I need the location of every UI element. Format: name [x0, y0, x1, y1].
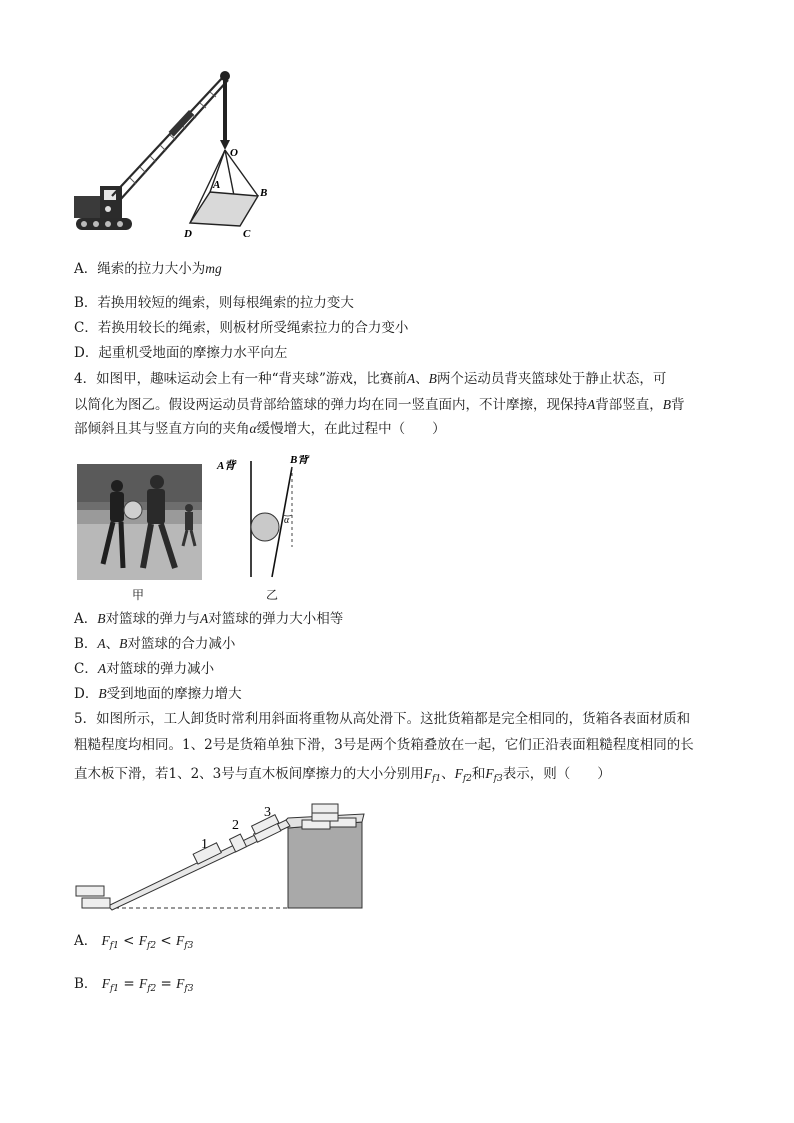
- option-text: 对篮球的弹力与: [105, 611, 200, 627]
- force-symbol: F: [138, 933, 148, 948]
- option-label: D．: [74, 686, 99, 702]
- label-O: O: [230, 147, 238, 159]
- q3-option-a-text: A．绳索的拉力大小为: [74, 261, 206, 277]
- option-text: 对篮球的合力减小: [127, 636, 236, 652]
- force-symbol: F: [101, 976, 110, 991]
- force-subscript: f2: [147, 984, 157, 994]
- force-symbol: F: [485, 766, 494, 781]
- force-subscript: f1: [432, 774, 442, 784]
- force-subscript: f3: [184, 941, 194, 951]
- ramp-figure: [74, 798, 374, 916]
- option-label: A．: [74, 933, 98, 949]
- q4-option-c: [74, 660, 214, 678]
- q4-var: B: [119, 636, 128, 651]
- q4-stem-text: 以简化为图乙。假设两运动员背部给篮球的弹力均在同一竖直面内，不计摩擦，现保持: [74, 397, 587, 413]
- diagram-caption: 乙: [266, 588, 279, 602]
- q4-var: B: [98, 686, 107, 701]
- q5-option-b: [74, 975, 193, 998]
- q4-stem-text: 部倾斜且其与竖直方向的夹角: [74, 421, 250, 437]
- basketball-photo: [77, 464, 202, 580]
- crane-figure: [70, 68, 280, 243]
- q4-stem-text: 背部竖直，: [595, 397, 663, 413]
- force-subscript: f1: [109, 984, 120, 994]
- option-text: 受到地面的摩擦力增大: [106, 686, 242, 702]
- q5-option-a: [74, 932, 193, 955]
- box-label-1: 1: [201, 837, 208, 852]
- q4-var: A: [406, 371, 416, 386]
- force-symbol: F: [138, 976, 148, 991]
- q4-var: A: [97, 636, 106, 651]
- q5-stem-text: 表示，则（ ）: [502, 766, 611, 782]
- option-label: A．: [74, 611, 98, 627]
- ball: [251, 513, 279, 541]
- q3-option-a-math: mg: [205, 261, 222, 276]
- option-label: C．: [74, 661, 98, 677]
- box-label-2: 2: [232, 818, 239, 833]
- option-label: B．: [74, 976, 98, 992]
- label-b-back: B背: [290, 455, 309, 466]
- q4-option-b: [74, 635, 235, 653]
- ground-box: [82, 898, 110, 908]
- q4-var: α: [249, 421, 257, 436]
- platform: [288, 822, 362, 908]
- label-A: A: [213, 179, 221, 191]
- option-text: 对篮球的弹力减小: [106, 661, 215, 677]
- relation: =: [123, 976, 135, 992]
- force-subscript: f1: [109, 941, 119, 951]
- q5-and: 和: [471, 766, 486, 782]
- q4-var: A: [587, 397, 596, 412]
- label-B: B: [260, 187, 268, 199]
- q3-option-a: [74, 260, 222, 278]
- q4-option-a: [74, 610, 343, 628]
- ground-box: [76, 886, 104, 896]
- q4-var: A: [200, 611, 209, 626]
- q4-var: B: [97, 611, 106, 626]
- force-symbol: F: [454, 766, 463, 781]
- photo-caption: 甲: [132, 588, 145, 602]
- q5-stem-line3: [74, 765, 611, 788]
- q3-option-b: B．若换用较短的绳索，则每根绳索的拉力变大: [74, 295, 354, 311]
- q4-stem-text: 4．如图甲，趣味运动会上有一种“背夹球”游戏，比赛前: [74, 371, 407, 387]
- q5-stem-text: 直木板下滑，若1、2、3号与直木板间摩擦力的大小分别用: [74, 766, 424, 782]
- force-symbol: F: [423, 766, 433, 781]
- q4-stem-text: 背: [671, 397, 685, 413]
- force-subscript: f2: [147, 941, 157, 951]
- q5-stem-line2: 粗糙程度均相同。1、2号是货箱单独下滑，3号是两个货箱叠放在一起，它们正沿表面粗糙程度相同的长: [74, 737, 694, 753]
- force-symbol: F: [176, 976, 185, 991]
- force-subscript: f3: [184, 984, 194, 994]
- q4-stem-text: 缓慢增大，在此过程中（ ）: [256, 421, 446, 437]
- q4-option-d: [74, 685, 242, 703]
- option-label: B．: [74, 636, 98, 652]
- force-symbol: F: [101, 933, 110, 948]
- q4-sep: 、: [415, 371, 429, 387]
- q5-sep: 、: [441, 766, 455, 782]
- q3-option-c: C．若换用较长的绳索，则板材所受绳索拉力的合力变小: [74, 320, 409, 336]
- q4-var: A: [97, 661, 107, 676]
- basketball: [124, 501, 142, 519]
- box-label-3: 3: [264, 805, 271, 820]
- relation: <: [160, 933, 172, 949]
- board: [190, 192, 258, 226]
- q4-var: B: [662, 397, 671, 412]
- relation: =: [160, 976, 172, 992]
- q4-stem-line3: [74, 420, 446, 438]
- label-D: D: [184, 228, 192, 240]
- force-subscript: f3: [493, 774, 503, 784]
- q4-stem-line2: [74, 396, 685, 414]
- q3-option-d: D．起重机受地面的摩擦力水平向左: [74, 345, 288, 361]
- q4-var: B: [428, 371, 437, 386]
- q5-stem-line1: 5．如图所示，工人卸货时常利用斜面将重物从高处滑下。这批货箱都是完全相同的，货箱各表面材质和: [74, 711, 691, 727]
- label-alpha: α: [284, 515, 290, 526]
- force-symbol: F: [175, 933, 185, 948]
- q4-stem-line1: [74, 370, 666, 388]
- option-text: 对篮球的弹力大小相等: [208, 611, 344, 627]
- force-subscript: f2: [462, 774, 472, 784]
- q4-stem-text: 两个运动员背夹篮球处于静止状态，可: [436, 371, 667, 387]
- force-diagram: [214, 455, 324, 585]
- label-C: C: [243, 228, 251, 240]
- relation: <: [123, 933, 135, 949]
- label-a-back: A背: [217, 460, 236, 472]
- option-text: 、: [105, 636, 120, 652]
